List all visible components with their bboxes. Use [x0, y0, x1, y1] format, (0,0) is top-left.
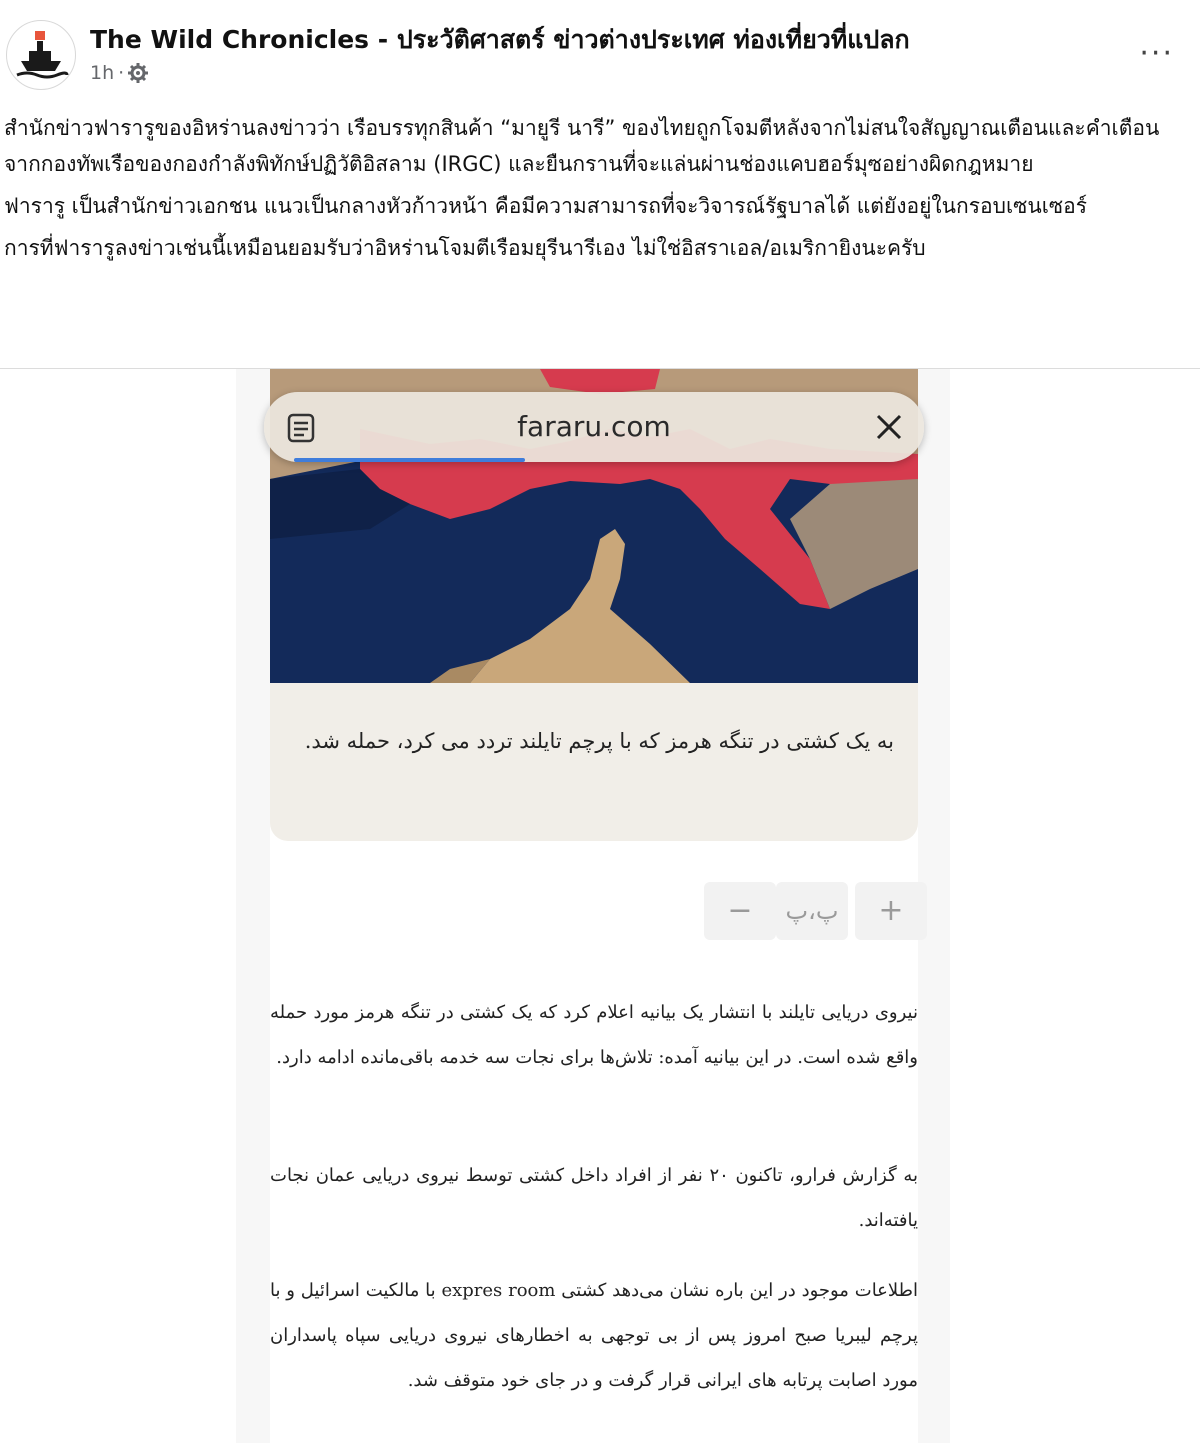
- post-meta: [90, 62, 148, 84]
- image-caption: به یک کشتی در تنگه هرمز که با پرچم تایلند تردد می کرد، حمله شد.: [304, 729, 894, 753]
- more-options-button[interactable]: ···: [1139, 36, 1174, 71]
- close-icon[interactable]: [874, 412, 904, 442]
- font-increase-button[interactable]: +: [855, 882, 927, 940]
- gear-icon[interactable]: [128, 63, 148, 83]
- font-size-label[interactable]: پ،پ: [776, 882, 848, 940]
- post-time[interactable]: 1h: [90, 62, 115, 84]
- article-paragraph: نیروی دریایی تایلند با انتشار یک بیانیه اعلام کرد که یک کشتی در تنگه هرمز مورد حمله واقع شده است. در این بیانیه آمده: تلاش‌ها برای نجات سه خدمه باقی‌مانده ادامه دارد.: [270, 1002, 918, 1068]
- post-header: [0, 0, 1200, 110]
- article-paragraph: به گزارش فرارو، تاکنون ۲۰ نفر از افراد داخل کشتی توسط نیروی دریایی عمان نجات یافته‌اند.: [270, 1165, 918, 1231]
- page-avatar[interactable]: [6, 20, 76, 90]
- page-name[interactable]: The Wild Chronicles - ประวัติศาสตร์ ข่าวต่างประเทศ ท่องเที่ยวที่แปลก: [90, 25, 910, 54]
- article-paragraph: اطلاعات موجود در این باره نشان می‌دهد کشتی expres room با مالکیت اسرائیل و با پرچم لیبریا صبح امروز پس از بی توجهی به اخطارهای نیروی دریایی سپاه پاسداران مورد اصابت پرتابه های ایرانی قرار گرفت و در جای خود متوقف شد.: [270, 1280, 918, 1391]
- post-paragraph: ฟารารู เป็นสำนักข่าวเอกชน แนวเป็นกลางหัวก้าวหน้า คือมีความสามารถที่จะวิจารณ์รัฐบาลได้ แต่ยังอยู่ในกรอบเซนเซอร์: [4, 194, 1088, 218]
- post-paragraph: สำนักข่าวฟารารูของอิหร่านลงข่าวว่า เรือบรรทุกสินค้า “มายูรี นารี” ของไทยถูกโจมตีหลังจากไม่สนใจสัญญาณเตือนและคำเตือนจากกองทัพเรือของกองกำลังพิทักษ์ปฏิวัติอิสลาม (IRGC) และยืนกรานที่จะแล่นผ่านช่องแคบฮอร์มุซอย่างผิดกฎหมาย: [4, 116, 1160, 176]
- ship-logo-icon: [7, 21, 75, 89]
- post-paragraph: การที่ฟารารูลงข่าวเช่นนี้เหมือนยอมรับว่าอิหร่านโจมตีเรือมยุรีนารีเอง ไม่ใช่อิสราเอล/อเมริกายิงนะครับ: [4, 236, 926, 260]
- browser-url-bar[interactable]: [264, 392, 924, 462]
- font-decrease-button[interactable]: −: [704, 882, 776, 940]
- post-text: [4, 110, 1184, 272]
- meta-separator: ·: [118, 62, 125, 84]
- image-caption-box: [270, 683, 918, 841]
- url-text[interactable]: fararu.com: [517, 410, 671, 443]
- page-load-progress: [294, 458, 525, 462]
